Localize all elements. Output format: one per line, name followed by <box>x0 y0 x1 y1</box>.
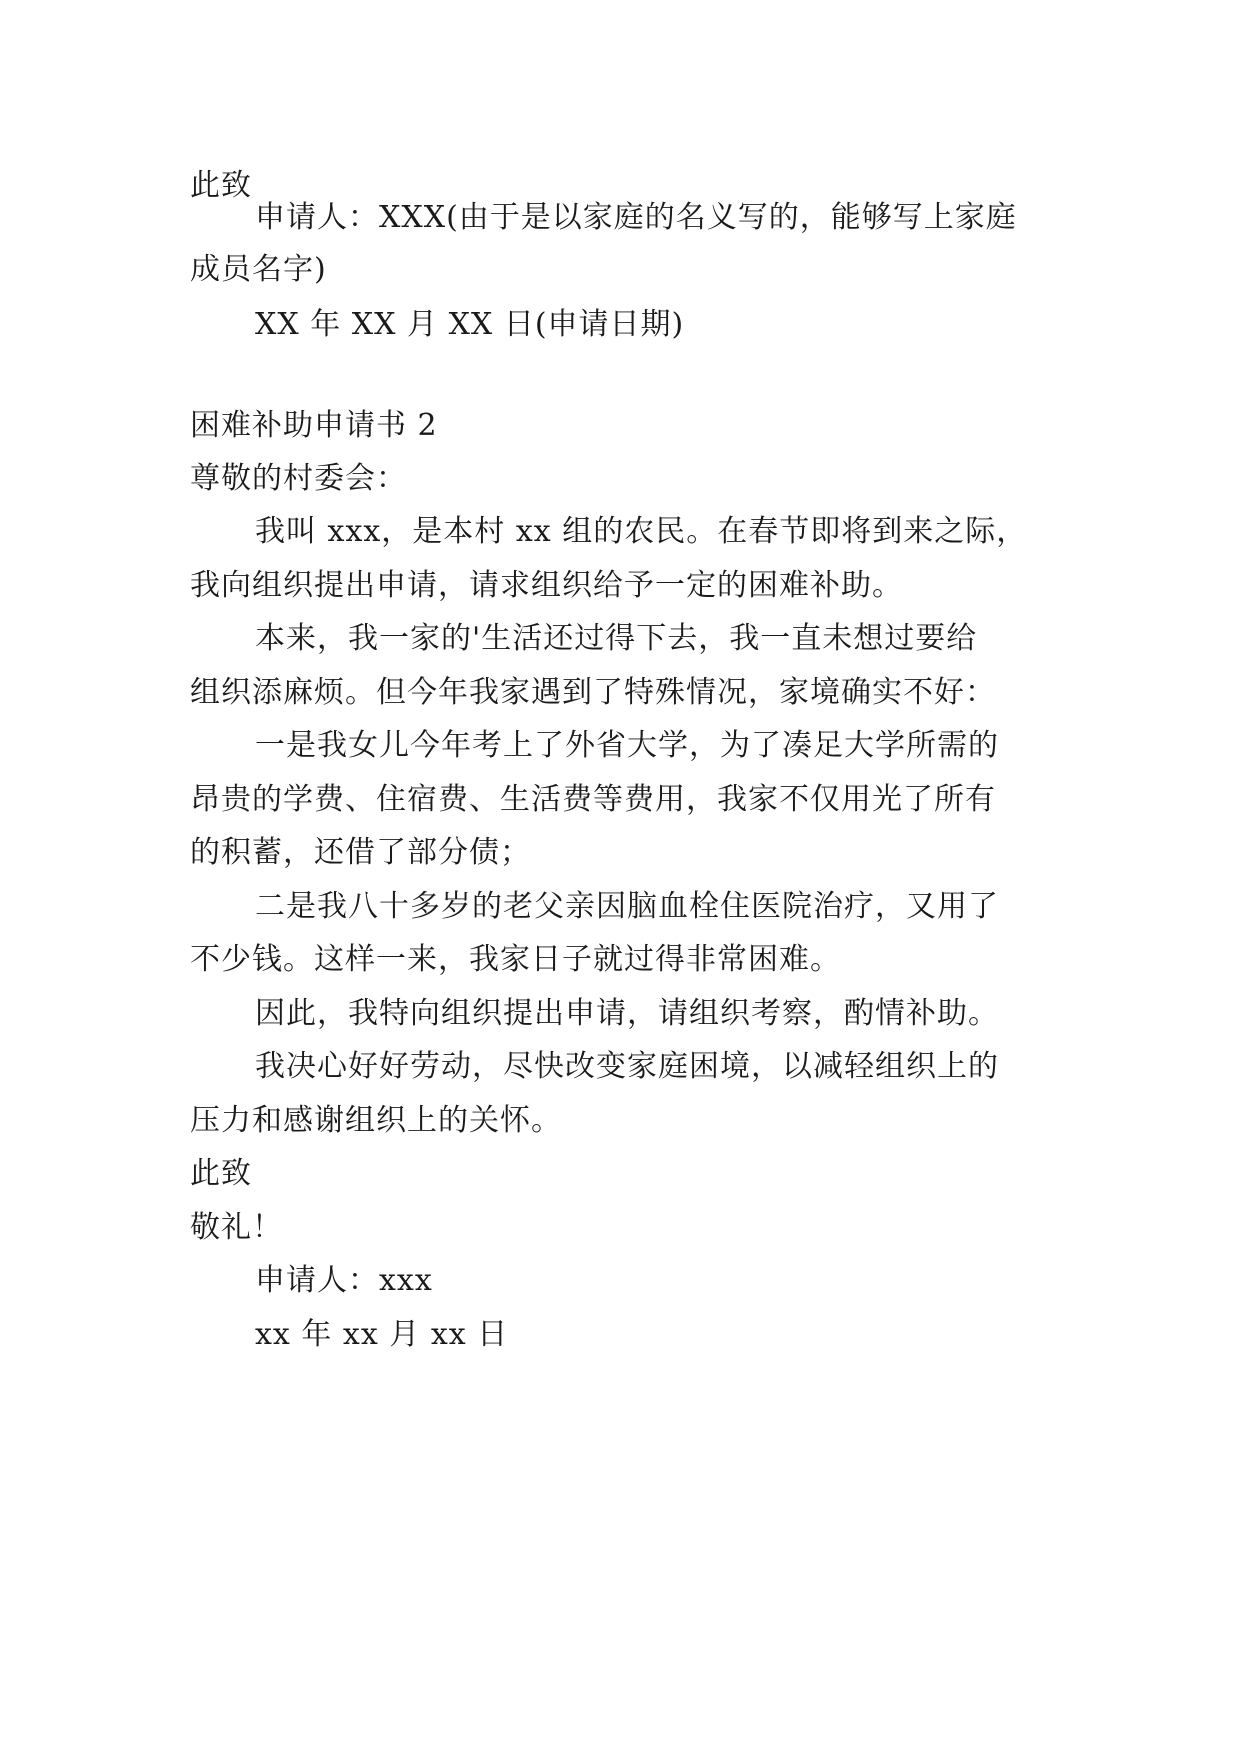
body-line: 组织添麻烦。但今年我家遇到了特殊情况，家境确实不好： <box>190 675 996 710</box>
salutation: 尊敬的村委会： <box>190 461 407 496</box>
closing-text: 此致 <box>190 168 252 203</box>
body-line: 我叫 xxx，是本村 xx 组的农民。在春节即将到来之际， <box>255 514 1028 549</box>
applicant-line: 申请人：XXX(由于是以家庭的名义写的，能够写上家庭 <box>255 200 1017 235</box>
body-line: 不少钱。这样一来，我家日子就过得非常困难。 <box>190 942 841 977</box>
signature-date: xx 年 xx 月 xx 日 <box>255 1317 509 1352</box>
application-date: XX 年 XX 月 XX 日(申请日期) <box>255 307 685 342</box>
applicant-signature: 申请人：xxx <box>255 1263 433 1298</box>
applicant-line-continued: 成员名字) <box>190 252 327 287</box>
regards-text: 敬礼！ <box>190 1210 283 1245</box>
body-line: 我决心好好劳动，尽快改变家庭困境，以减轻组织上的 <box>255 1049 999 1084</box>
document-title: 困难补助申请书 2 <box>190 408 438 443</box>
body-line: 因此，我特向组织提出申请，请组织考察，酌情补助。 <box>255 996 999 1031</box>
body-line: 压力和感谢组织上的关怀。 <box>190 1103 562 1138</box>
body-line: 一是我女儿今年考上了外省大学，为了凑足大学所需的 <box>255 728 999 763</box>
body-line: 二是我八十多岁的老父亲因脑血栓住医院治疗，又用了 <box>255 889 999 924</box>
body-line: 的积蓄，还借了部分债； <box>190 835 531 870</box>
body-line: 昂贵的学费、住宿费、生活费等费用，我家不仅用光了所有 <box>190 782 996 817</box>
closing-text: 此致 <box>190 1156 252 1191</box>
body-line: 本来，我一家的'生活还过得下去，我一直未想过要给 <box>255 621 978 656</box>
body-line: 我向组织提出申请，请求组织给予一定的困难补助。 <box>190 568 903 603</box>
